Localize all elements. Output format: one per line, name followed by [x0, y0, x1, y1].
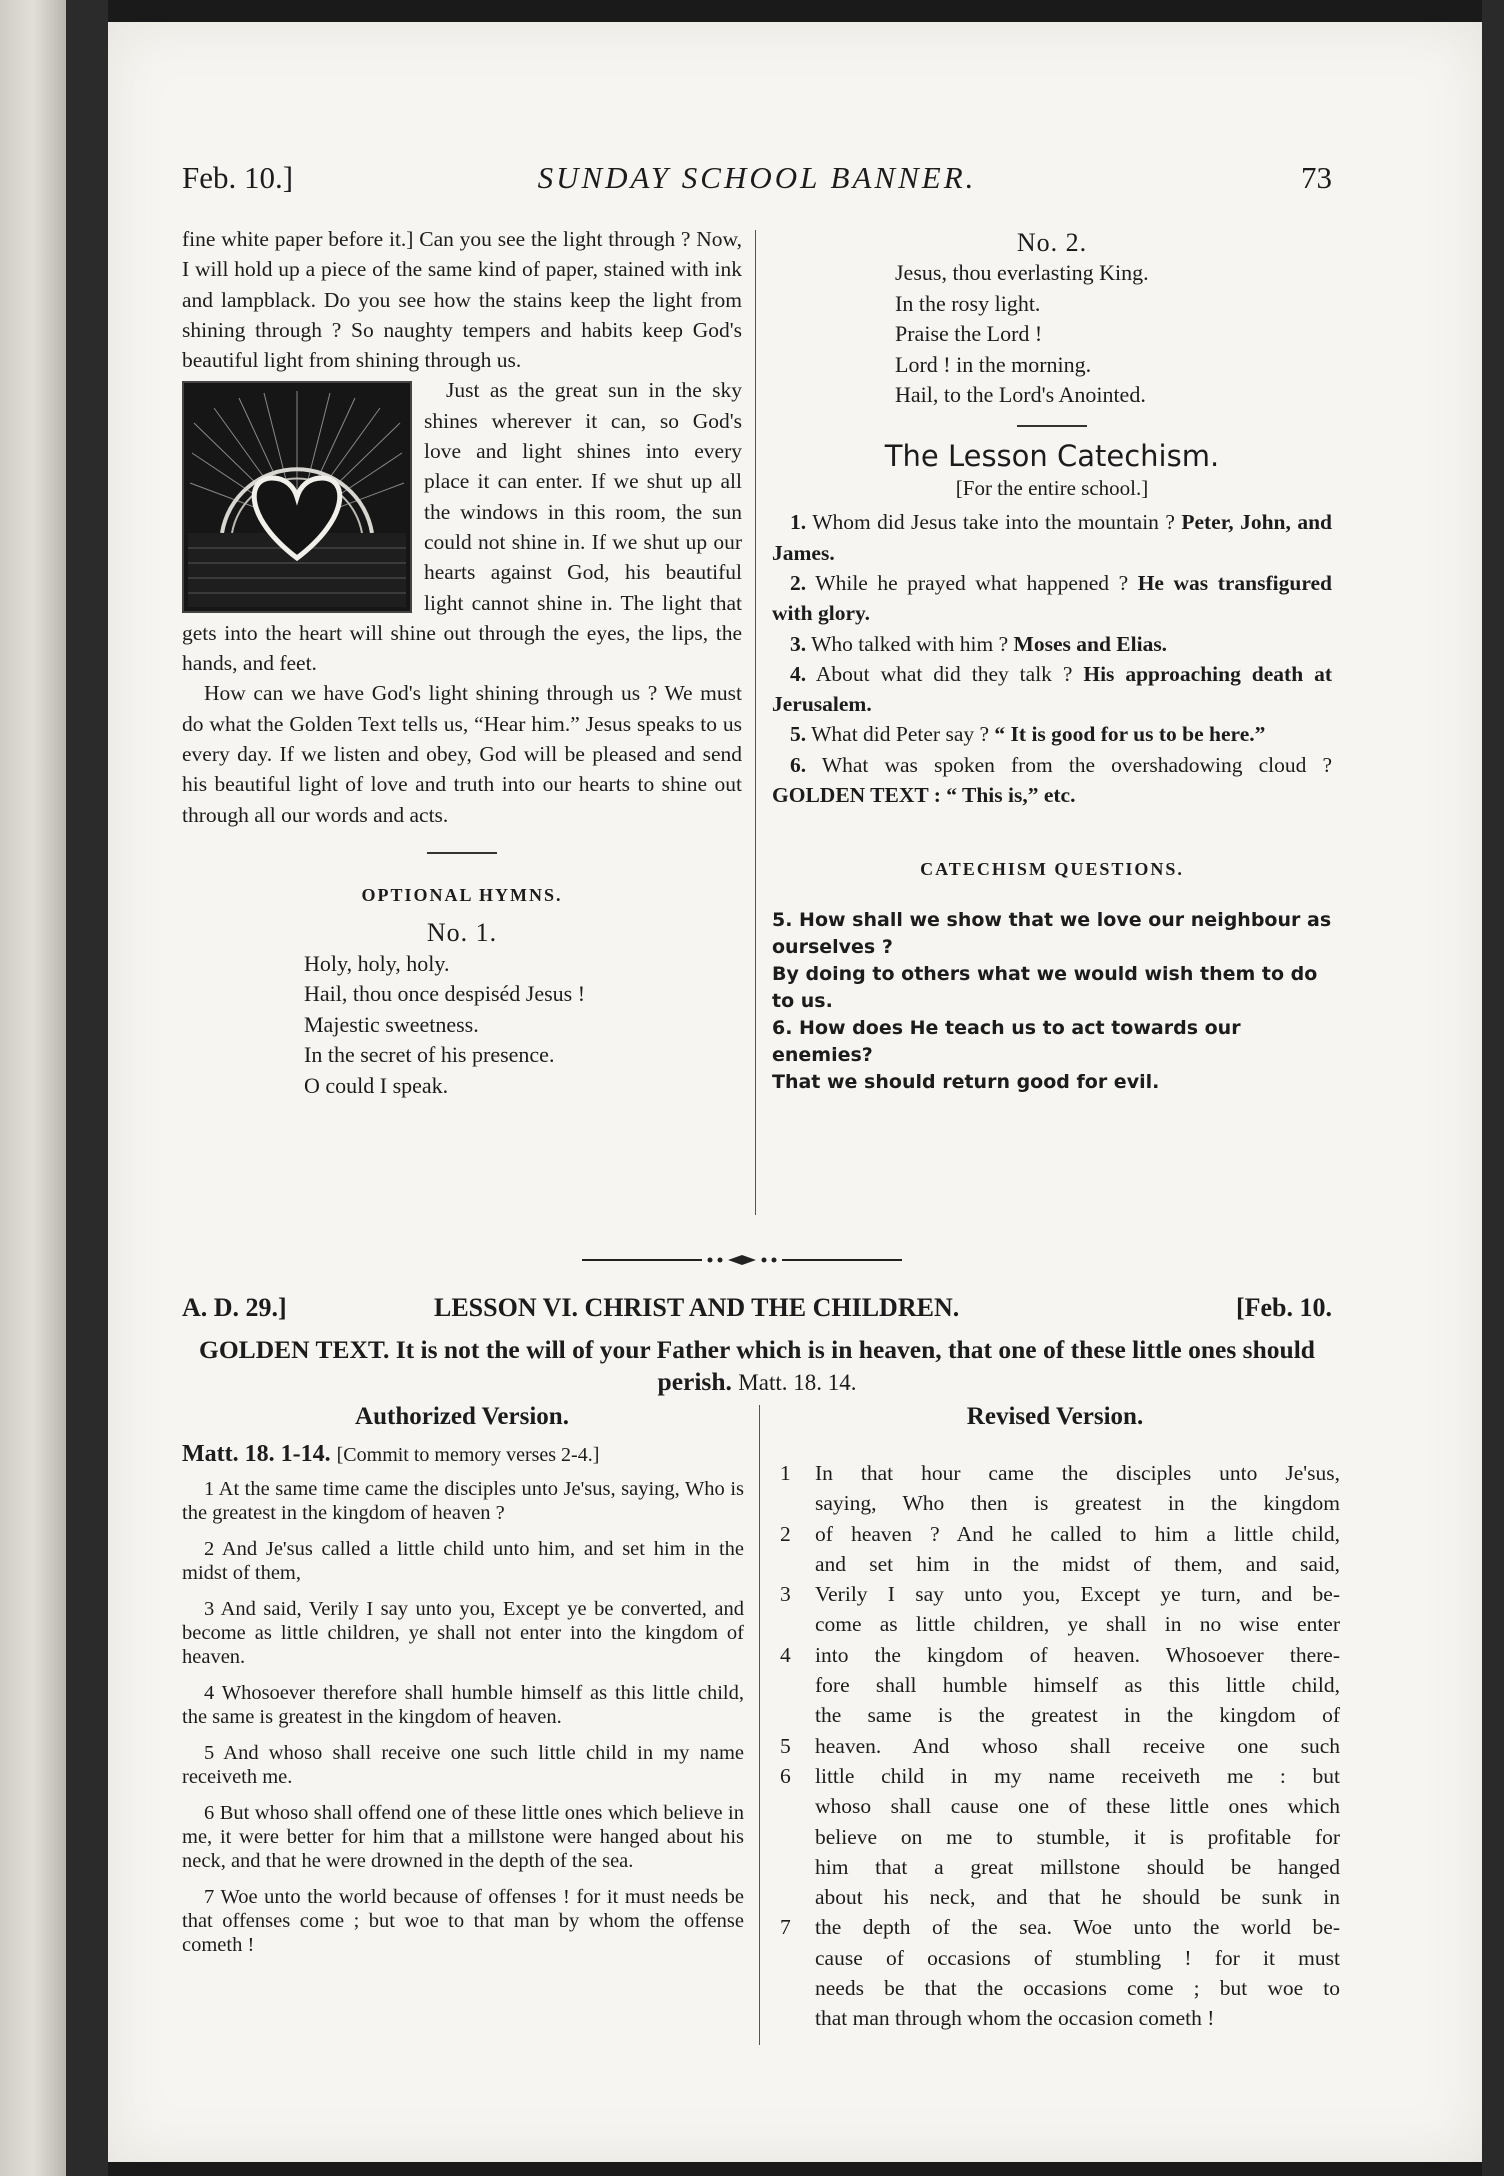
verse-line-text: and set him in the midst of them, and said,	[815, 1551, 1340, 1576]
hymn-line: Holy, holy, holy.	[304, 950, 450, 976]
right-column	[772, 224, 1332, 1096]
scripture-reference	[182, 1442, 744, 1467]
running-header	[182, 160, 1332, 204]
hymn-line: Jesus, thou everlasting King.	[895, 260, 1149, 286]
verse-number	[780, 1670, 807, 1700]
catechism-item	[772, 629, 1332, 659]
heart-sun-illustration	[182, 381, 412, 613]
verse-line	[780, 1791, 1340, 1821]
verse-line	[780, 1943, 1340, 1973]
question: What did Peter say ?	[811, 722, 990, 747]
verse-line-text: the same is the greatest in the kingdom of	[815, 1703, 1340, 1728]
book-gutter	[66, 0, 108, 2176]
verse-line	[780, 1973, 1340, 2003]
golden-text-body: GOLDEN TEXT. It is not the will of your Father which is in heaven, that one of these little ones should perish.	[199, 1335, 1315, 1396]
lesson-title: LESSON VI. CHRIST AND THE CHILDREN.	[434, 1293, 960, 1322]
verse-line-text: needs be that the occasions come ; but woe to	[815, 1976, 1340, 2001]
verse-number	[780, 1882, 807, 1912]
authorized-version-heading: Authorized Version.	[355, 1403, 569, 1430]
verse-line	[780, 1882, 1340, 1912]
verse-line-text: saying, Who then is greatest in the kingdom	[815, 1491, 1340, 1516]
golden-text-reference: Matt. 18. 14.	[738, 1370, 857, 1395]
verse-number: 4	[780, 1642, 791, 1667]
hymn-line: O could I speak.	[304, 1072, 449, 1098]
paragraph: Just as the great sun in the sky shines wherever it can, so God's love and light shines into every place it can enter. If we shut up all the windows in this room, the sun could not shine in. If we shut up our hearts against God, his beautiful light cannot shine in. The light that gets into the heart will shine out through the eyes, the lips, the hands, and feet.	[182, 378, 742, 676]
verse-line-text: him that a great millstone should be hanged	[815, 1854, 1340, 1879]
question: About what did they talk ?	[815, 661, 1073, 686]
answer: Peter, John, and James.	[772, 510, 1332, 565]
catechism-answer: That we should return good for evil.	[772, 1070, 1160, 1093]
question-number: 6.	[790, 752, 807, 777]
verse-number	[780, 1488, 807, 1518]
verse-line	[780, 1731, 1340, 1761]
passage-ref: Matt. 18. 1-14.	[182, 1441, 331, 1467]
verse-line	[780, 1670, 1340, 1700]
verse: 7 Woe unto the world because of offenses ! for it must needs be that offenses come ; but woe to that man by whom the offense cometh !	[182, 1886, 744, 1956]
verse-number	[780, 1700, 807, 1730]
verse-number	[780, 1549, 807, 1579]
question: What was spoken from the overshadowing cloud ?	[821, 752, 1332, 777]
verse-line-text: cause of occasions of stumbling ! for it must	[815, 1945, 1340, 1970]
answer: He was transfigured with glory.	[772, 570, 1332, 626]
question-number: 4.	[790, 661, 807, 686]
verse-line	[780, 1609, 1340, 1639]
verse-line-text: that man through whom the occasion cometh !	[815, 2006, 1215, 2031]
verse: 4 Whosoever therefore shall humble himself as this little child, the same is greatest in the kingdom of heaven.	[182, 1682, 744, 1728]
verse-line-text: of heaven ? And he called to him a little child,	[815, 1521, 1340, 1546]
catechism-answer: By doing to others what we would wish them to do to us.	[772, 962, 1318, 1012]
verse-line	[780, 1700, 1340, 1730]
left-column	[182, 224, 742, 1101]
verse-line	[780, 1852, 1340, 1882]
authorized-version-text	[182, 1442, 744, 1969]
verse-line-text: whoso shall cause one of these little ones which	[815, 1794, 1340, 1819]
verse-line-text: In that hour came the disciples unto Je'sus,	[815, 1461, 1340, 1485]
verse-line	[780, 1488, 1340, 1518]
verse-number	[780, 1791, 807, 1821]
memory-note: [Commit to memory verses 2-4.]	[336, 1444, 600, 1466]
verse-number	[780, 1822, 807, 1852]
verse-number: 3	[780, 1582, 791, 1607]
hymn-line: Hail, to the Lord's Anointed.	[895, 382, 1146, 408]
verse: 6 But whoso shall offend one of these little ones which believe in me, it were better for him that a millstone were hanged about his neck, and that he were drowned in the depth of the sea.	[182, 1802, 744, 1872]
question-number: 1.	[790, 510, 807, 535]
hymn-line: In the secret of his presence.	[304, 1042, 555, 1068]
verse-line-text: little child in my name receiveth me : but	[815, 1763, 1340, 1788]
catechism-question: 6. How does He teach us to act towards our enemies?	[772, 1016, 1241, 1066]
verse-line	[780, 1822, 1340, 1852]
verse-number: 2	[780, 1521, 791, 1546]
answer: His approaching death at Jerusalem.	[772, 661, 1332, 717]
verse: 5 And whoso shall receive one such little child in my name receiveth me.	[182, 1742, 744, 1788]
question-number: 2.	[790, 570, 807, 595]
verse: 2 And Je'sus called a little child unto him, and set him in the midst of them,	[182, 1538, 744, 1584]
catechism-subtitle: [For the entire school.]	[955, 476, 1149, 501]
verse-line-text: believe on me to stumble, it is profitable for	[815, 1824, 1340, 1849]
hymn-line: Praise the Lord !	[895, 321, 1043, 347]
paragraph: fine white paper before it.] Can you see the light through ? Now, I will hold up a piece of the same kind of paper, stained with ink and lampblack. Do you see how the stains keep the light from shining through ? So naughty tempers and habits keep God's beautiful light from shining through us.	[182, 227, 742, 373]
verse-line	[780, 1549, 1340, 1579]
golden-text	[182, 1334, 1332, 1399]
section-ornament	[582, 1250, 902, 1270]
verse-line	[780, 2003, 1340, 2033]
hymn-line: In the rosy light.	[895, 290, 1041, 316]
verse-number	[780, 1609, 807, 1639]
question-number: 5.	[790, 722, 807, 747]
verse: 3 And said, Verily I say unto you, Except ye be converted, and become as little children, ye shall not enter into the kingdom of heaven.	[182, 1598, 744, 1668]
paragraph: How can we have God's light shining through us ? We must do what the Golden Text tells us, “Hear him.” Jesus speaks to us every day. If we listen and obey, God will be pleased and send his beautiful light of love and truth into our hearts to shine out through all our words and acts.	[182, 681, 742, 827]
catechism-questions-heading: CATECHISM QUESTIONS.	[920, 859, 1184, 880]
hymn-line: Lord ! in the morning.	[895, 351, 1092, 377]
verse-number: 7	[780, 1915, 791, 1940]
lesson-date-right: [Feb. 10.	[1235, 1293, 1332, 1322]
revised-version-heading: Revised Version.	[966, 1403, 1144, 1430]
verse-number	[780, 1852, 807, 1882]
hymn-list	[182, 949, 742, 1102]
page-number: 73	[1301, 160, 1332, 195]
catechism-item	[772, 659, 1332, 720]
verse-line-text: fore shall humble himself as this little child,	[815, 1673, 1340, 1698]
verse-number	[780, 1973, 807, 2003]
column-divider	[759, 1405, 760, 2045]
verse-line	[780, 1458, 1340, 1488]
hymns-heading: OPTIONAL HYMNS.	[361, 884, 563, 905]
section-rule	[1017, 425, 1087, 427]
question: While he prayed what happened ?	[815, 570, 1129, 595]
hymn-line: Hail, thou once despiséd Jesus !	[304, 981, 586, 1007]
catechism-title: The Lesson Catechism.	[884, 438, 1220, 473]
verse-number: 6	[780, 1763, 791, 1788]
column-divider	[755, 230, 756, 1215]
verse-number	[780, 2003, 807, 2033]
section-rule	[427, 852, 497, 854]
question: Who talked with him ?	[811, 631, 1009, 656]
verse-line	[780, 1519, 1340, 1549]
verse-line	[780, 1640, 1340, 1670]
hymn-number: No. 2.	[1016, 228, 1088, 257]
verse-line	[780, 1761, 1340, 1791]
answer: Moses and Elias.	[1013, 631, 1168, 656]
header-date: Feb. 10.]	[182, 160, 294, 195]
answer: “ It is good for us to be here.”	[994, 722, 1266, 747]
verse-line-text: come as little children, ye shall in no wise enter	[815, 1612, 1340, 1637]
verse-number: 1	[780, 1461, 791, 1485]
answer: GOLDEN TEXT : “ This is,” etc.	[772, 783, 1076, 808]
verse-line-text: into the kingdom of heaven. Whosoever there-	[815, 1642, 1340, 1667]
verse-line	[780, 1912, 1340, 1942]
hymn-number: No. 1.	[426, 918, 498, 948]
adjacent-page-edge	[0, 0, 66, 2176]
question: Whom did Jesus take into the mountain ?	[812, 510, 1175, 535]
hymn-list	[772, 258, 1332, 411]
catechism-item	[772, 568, 1332, 629]
verse-line-text: heaven. And whoso shall receive one such	[815, 1733, 1340, 1758]
publication-title: SUNDAY SCHOOL BANNER.	[537, 160, 977, 195]
catechism-item	[772, 750, 1332, 811]
question-number: 3.	[790, 631, 807, 656]
verse: 1 At the same time came the disciples unto Je'sus, saying, Who is the greatest in the kingdom of heaven ?	[182, 1478, 744, 1524]
hymn-line: Majestic sweetness.	[304, 1011, 479, 1037]
catechism-item	[772, 507, 1332, 568]
scan-border	[1482, 0, 1504, 2176]
catechism-item	[772, 719, 1332, 749]
verse-line-text: the depth of the sea. Woe unto the world be-	[815, 1915, 1340, 1940]
lesson-date: A. D. 29.]	[182, 1293, 287, 1322]
catechism-question: 5. How shall we show that we love our neighbour as ourselves ?	[772, 908, 1332, 958]
verse-number	[780, 1943, 807, 1973]
verse-line-text: Verily I say unto you, Except ye turn, and be-	[815, 1582, 1340, 1607]
verse-line-text: about his neck, and that he should be sunk in	[815, 1885, 1340, 1910]
revised-version-text	[780, 1458, 1340, 2034]
verse-line	[780, 1579, 1340, 1609]
verse-number: 5	[780, 1733, 791, 1758]
